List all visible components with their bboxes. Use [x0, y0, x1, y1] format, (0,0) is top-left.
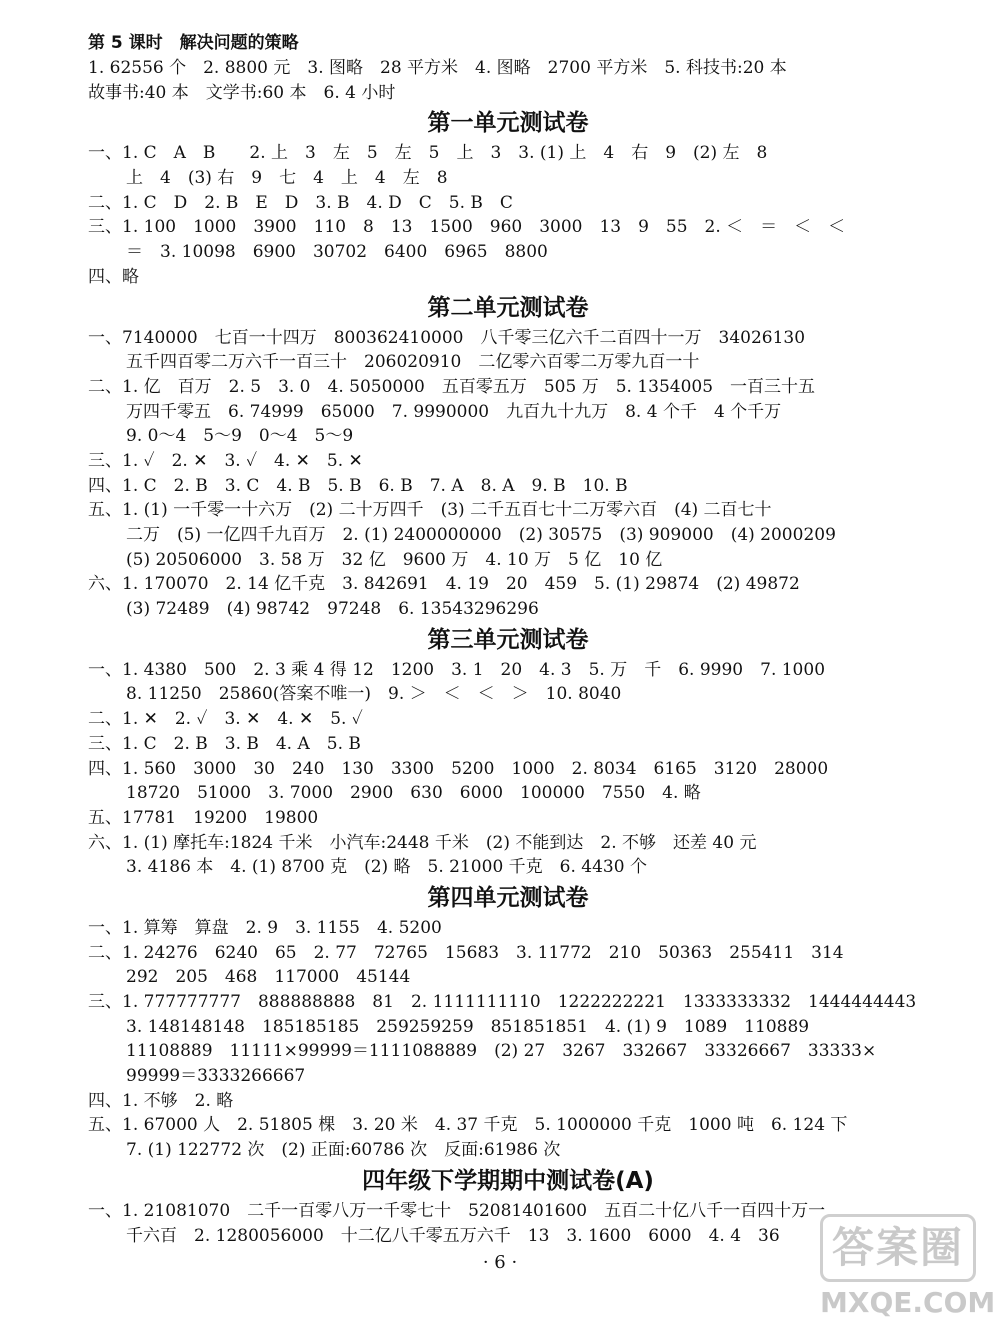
answer-line: 一、7140000 七百一十四万 800362410000 八千零三亿六千二百四十一万 34026130	[88, 327, 806, 348]
answer-line: 四、略	[88, 266, 139, 287]
answer-line: 六、1. (1) 摩托车:1824 千米 小汽车:2448 千米 (2) 不能到达 2. 不够 还差 40 元	[88, 832, 757, 853]
answer-line: 一、1. 4380 500 2. 3 乘 4 得 12 1200 3. 1 20 4. 3 5. 万 千 6. 9990 7. 1000	[88, 659, 826, 680]
answer-line: 万四千零五 6. 74999 65000 7. 9990000 九百九十九万 8. 4 个千 4 个千万	[126, 401, 782, 422]
test-sections	[88, 105, 928, 1248]
answer-line: 三、1. ✓ 2. ✕ 3. ✓ 4. ✕ 5. ✕	[88, 450, 363, 471]
page-number: · 6 ·	[482, 1252, 518, 1273]
answer-line: 7. (1) 122772 次 (2) 正面:60786 次 反面:61986 次	[126, 1140, 561, 1161]
answer-line: 一、1. 算筹 算盘 2. 9 3. 1155 4. 5200	[88, 917, 442, 938]
answer-line: 二、1. 亿 百万 2. 5 3. 0 4. 5050000 五百零五万 505 万 5. 1354005 一百三十五	[88, 376, 816, 397]
answer-page	[88, 30, 928, 1248]
answer-line: 五千四百零二万六千一百三十 206020910 二亿零六百零二万零九百一十	[126, 352, 700, 373]
answer-line: 二万 (5) 一亿四千九百万 2. (1) 2400000000 (2) 30575 (3) 909000 (4) 2000209	[126, 525, 836, 545]
answer-line: 五、1. (1) 一千零一十六万 (2) 二十万四千 (3) 二千五百七十二万零六百 (4) 二百七十	[88, 500, 772, 521]
section-heading: 第二单元测试卷	[427, 294, 589, 321]
answer-line: 二、1. ✕ 2. ✓ 3. ✕ 4. ✕ 5. ✓	[88, 709, 363, 730]
section-heading: 第四单元测试卷	[427, 884, 589, 911]
answer-line: 99999＝3333266667	[126, 1066, 306, 1087]
lesson-title: 第 5 课时 解决问题的策略	[88, 33, 299, 53]
answer-line: 三、1. 777777777 888888888 81 2. 1111111110 1222222221 1333333332 1444444443	[88, 992, 917, 1012]
answer-line: 3. 4186 本 4. (1) 8700 克 (2) 略 5. 21000 千克 6. 4430 个	[126, 857, 647, 878]
answer-line: (5) 20506000 3. 58 万 32 亿 9600 万 4. 10 万 5 亿 10 亿	[126, 549, 663, 570]
answer-line: 三、1. C 2. B 3. B 4. A 5. B	[88, 733, 361, 754]
section-heading: 第一单元测试卷	[427, 110, 589, 137]
answer-line: 六、1. 170070 2. 14 亿千克 3. 842691 4. 19 20 459 5. (1) 29874 (2) 49872	[88, 574, 800, 595]
answer-line: 9. 0～4 5～9 0～4 5～9	[126, 426, 354, 447]
answer-line: 三、1. 100 1000 3900 110 8 13 1500 960 3000 13 9 55 2. ＜ ＝ ＜ ＜	[88, 217, 846, 238]
test-section	[88, 290, 928, 622]
lesson-answers	[88, 56, 928, 105]
answer-line: 一、1. C A B 2. 上 3 左 5 左 5 上 3 3. (1) 上 4 右 9 (2) 左 8	[88, 143, 768, 164]
answer-line: 292 205 468 117000 45144	[126, 967, 411, 988]
answer-line: 千六百 2. 1280056000 十二亿八千零五万六千 13 3. 1600 6000 4. 4 36	[126, 1225, 780, 1246]
test-section	[88, 880, 928, 1163]
answer-line: 四、1. C 2. B 3. C 4. B 5. B 6. B 7. A 8. A 9. B 10. B	[88, 475, 628, 496]
answer-line: 四、1. 560 3000 30 240 130 3300 5200 1000 2. 8034 6165 3120 28000	[88, 758, 829, 779]
test-section	[88, 622, 928, 880]
answer-line: 五、1. 67000 人 2. 51805 棵 3. 20 米 4. 37 千克 5. 1000000 千克 1000 吨 6. 124 下	[88, 1115, 848, 1136]
answer-line: 11108889 11111×99999＝1111088889 (2) 27 3267 332667 33326667 33333×	[126, 1041, 877, 1062]
answer-line: 一、1. 21081070 二千一百零八万一千零七十 52081401600 五百二十亿八千一百四十万一	[88, 1200, 826, 1221]
section-heading: 第三单元测试卷	[427, 626, 589, 653]
answer-line: 四、1. 不够 2. 略	[88, 1090, 234, 1111]
answer-line: 二、1. 24276 6240 65 2. 77 72765 15683 3. 11772 210 50363 255411 314	[88, 942, 844, 963]
answer-line: 18720 51000 3. 7000 2900 630 6000 100000 7550 4. 略	[126, 783, 701, 804]
answer-line: 故事书:40 本 文学书:60 本 6. 4 小时	[88, 82, 396, 103]
answer-line: 3. 148148148 185185185 259259259 851851851 4. (1) 9 1089 110889	[126, 1016, 810, 1037]
watermark-logo	[820, 1214, 996, 1324]
test-section	[88, 1163, 928, 1248]
answer-line: 上 4 (3) 右 9 七 4 上 4 左 8	[126, 168, 448, 189]
answer-line: 8. 11250 25860(答案不唯一) 9. ＞ ＜ ＜ ＞ 10. 8040	[126, 684, 622, 705]
watermark-url: MXQE.COM	[820, 1286, 996, 1319]
answer-line: 二、1. C D 2. B E D 3. B 4. D C 5. B C	[88, 192, 513, 213]
test-section	[88, 105, 928, 289]
answer-line: ＝ 3. 10098 6900 30702 6400 6965 8800	[126, 242, 548, 263]
watermark-badge: 答案圈	[820, 1214, 976, 1282]
answer-line: 五、17781 19200 19800	[88, 807, 319, 828]
section-heading: 四年级下学期期中测试卷(A)	[362, 1167, 654, 1194]
answer-line: 1. 62556 个 2. 8800 元 3. 图略 28 平方米 4. 图略 2700 平方米 5. 科技书:20 本	[88, 58, 787, 78]
answer-line: (3) 72489 (4) 98742 97248 6. 13543296296	[126, 599, 539, 620]
